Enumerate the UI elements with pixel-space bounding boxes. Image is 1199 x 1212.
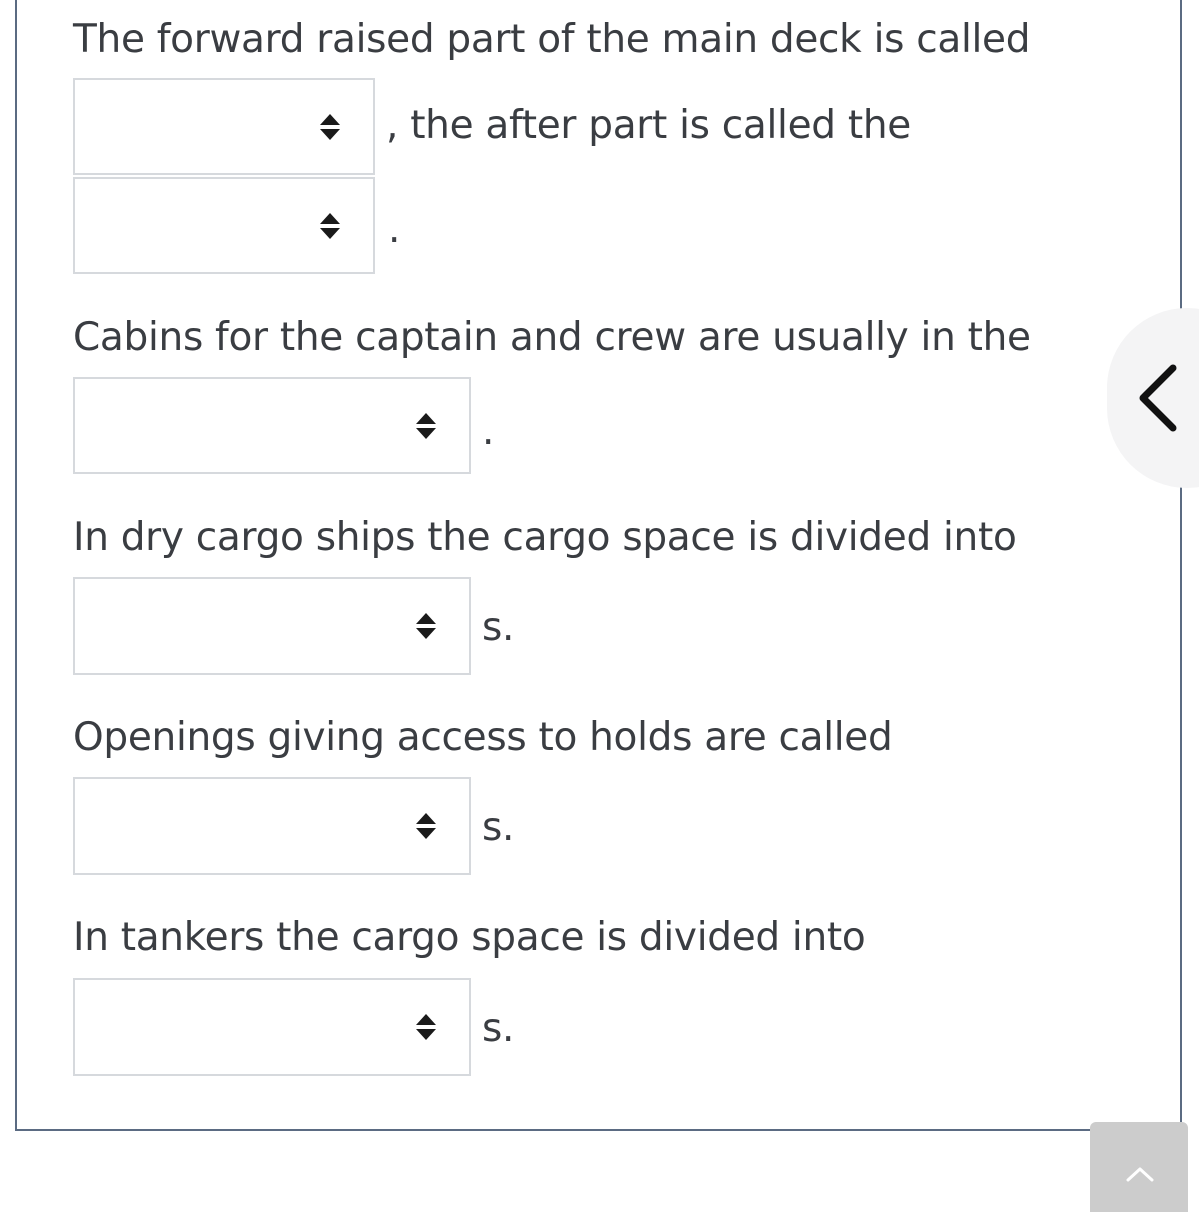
question-2-prompt: Cabins for the captain and crew are usually in the bbox=[73, 315, 1031, 360]
question-5-suffix: s. bbox=[482, 1006, 515, 1051]
question-3-prompt: In dry cargo ships the cargo space is divided into bbox=[73, 515, 1017, 560]
sort-arrows-icon bbox=[415, 1011, 437, 1043]
question-1-prompt: The forward raised part of the main deck is called bbox=[73, 17, 1031, 62]
question-4-prompt: Openings giving access to holds are called bbox=[73, 715, 893, 760]
question-2-suffix: . bbox=[482, 409, 495, 454]
after-part-select[interactable] bbox=[73, 177, 375, 274]
tanker-cargo-space-select[interactable] bbox=[73, 978, 471, 1076]
chevron-left-icon bbox=[1135, 364, 1179, 432]
back-to-top-button[interactable] bbox=[1090, 1122, 1188, 1212]
question-1-between-text: , the after part is called the bbox=[386, 103, 911, 148]
chevron-up-icon bbox=[1126, 1166, 1154, 1182]
question-3-suffix: s. bbox=[482, 605, 515, 650]
question-1-suffix: . bbox=[388, 207, 401, 252]
question-4-suffix: s. bbox=[482, 805, 515, 850]
sort-arrows-icon bbox=[319, 210, 341, 242]
dry-cargo-space-select[interactable] bbox=[73, 577, 471, 675]
hold-openings-select[interactable] bbox=[73, 777, 471, 875]
sort-arrows-icon bbox=[415, 610, 437, 642]
sort-arrows-icon bbox=[319, 111, 341, 143]
sort-arrows-icon bbox=[415, 810, 437, 842]
sort-arrows-icon bbox=[415, 410, 437, 442]
forward-part-select[interactable] bbox=[73, 78, 375, 175]
cabins-location-select[interactable] bbox=[73, 377, 471, 474]
question-5-prompt: In tankers the cargo space is divided into bbox=[73, 915, 866, 960]
